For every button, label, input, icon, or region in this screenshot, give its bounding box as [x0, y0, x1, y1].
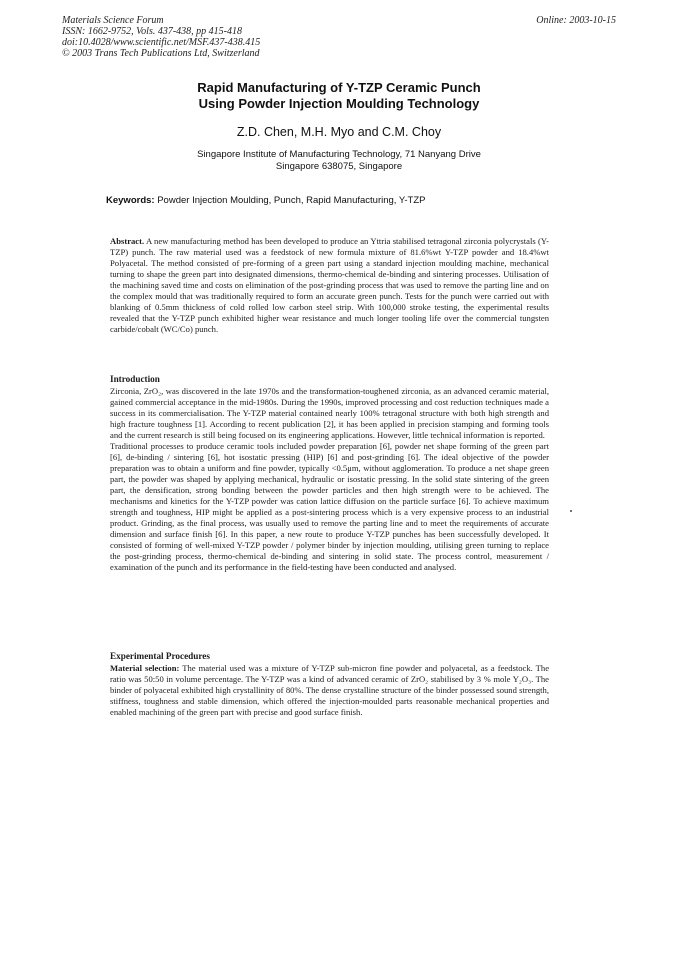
- title-line-1: Rapid Manufacturing of Y-TZP Ceramic Punch: [197, 80, 481, 95]
- affiliation: [100, 149, 578, 173]
- material-selection-label: Material selection:: [110, 663, 180, 673]
- material-selection-text: The material used was a mixture of Y-TZP sub-micron fine powder and polyacetal, as a feedstock. The ratio was 50:50 in volume percentage. The Y-TZP was a kind of advanced ceramic of ZrO₂ stabilised by 3 % mole Y₂O₃. The binder of polyacetal exhibited high crystallinity of 80%. The dense crystalline structure of the binder possessed sound strength, stiffness, toughness and stable dimension, which offered the injection-moulded parts reasonable mechanical properties and enabled machining of the green part with precise and good surface finish.: [110, 663, 550, 717]
- experimental-heading: Experimental Procedures: [110, 651, 210, 661]
- doi-line: doi:10.4028/www.scientific.net/MSF.437-438.415: [62, 37, 261, 48]
- authors: Z.D. Chen, M.H. Myo and C.M. Choy: [236, 125, 442, 139]
- scan-speck: [570, 510, 572, 512]
- intro-paragraph-1: Zirconia, ZrO₂, was discovered in the late 1970s and the transformation-toughened zirconia, as an advanced ceramic material, gained commercial acceptance in the mid-1980s. During the 1990s, improved processing and cost reduction techniques made a success in its commercialisation. The Y-TZP material contained nearly 100% tetragonal structure with both high strength and high fracture toughness [1]. According to recent publication [2], it has been applied in precision stamping and forming tools and the current research is still being focused on its engineering applications. However, little technical information is reported.: [110, 386, 549, 440]
- online-date: Online: 2003-10-15: [536, 15, 616, 26]
- keywords-text: Powder Injection Moulding, Punch, Rapid Manufacturing, Y-TZP: [157, 195, 426, 206]
- journal-name: Materials Science Forum: [62, 15, 164, 26]
- journal-header: [62, 15, 260, 59]
- keywords: [106, 195, 576, 207]
- abstract: [110, 236, 549, 335]
- introduction-section: [110, 374, 549, 573]
- affiliation-line-1: Singapore Institute of Manufacturing Technology, 71 Nanyang Drive: [197, 149, 481, 160]
- copyright-line: © 2003 Trans Tech Publications Ltd, Switzerland: [62, 48, 260, 59]
- experimental-section: [110, 651, 549, 718]
- keywords-label: Keywords:: [106, 195, 155, 206]
- issn-line: ISSN: 1662-9752, Vols. 437-438, pp 415-418: [62, 26, 242, 37]
- intro-paragraph-2: Traditional processes to produce ceramic tools included powder preparation [6], powder net shape forming of the green part [6], de-binding / sintering [6], hot isostatic pressing (HIP) [6] and post-grinding [6]. The ideal objective of the powder preparation was to obtain a uniform and fine powder, typically <0.5μm, without agglomeration. To produce a net shape green part, the powder was shaped by applying mechanical, hydraulic or isostatic pressing. In the solid state sintering of the green part, the densification, strong bonding between the powder particles and then high strength were to be achieved. The mechanisms and kinetics for the Y-TZP powder was cation lattice diffusion on the particle surface [6]. To achieve maximum strength and toughness, HIP might be applied as a post-sintering process which is a very expensive process to an industrial product. Grinding, as the final process, was usually used to remove the parting line and to meet the requirements of accurate dimension and surface finish [6]. In this paper, a new route to produce Y-TZP punches has been successfully developed. It consisted of forming of well-mixed Y-TZP powder / polymer binder by injection moulding, utilising green turning to replace the post-grinding process, thermo-chemical de-binding and sintering in solid state. The process control, measurement / examination of the punch and its performance in the field-testing have been conducted and analysed.: [110, 441, 549, 572]
- introduction-heading: Introduction: [110, 374, 160, 384]
- paper-title: [100, 80, 578, 112]
- abstract-label: Abstract.: [110, 236, 145, 246]
- affiliation-line-2: Singapore 638075, Singapore: [275, 161, 403, 172]
- title-line-2: Using Powder Injection Moulding Technology: [198, 96, 480, 111]
- abstract-text: A new manufacturing method has been developed to produce an Yttria stabilised tetragonal zirconia polycrystals (Y-TZP) punch. The raw material used was a feedstock of new formula mixture of 81.6%wt Y-TZP powder and 18.4%wt Polyacetal. The method consisted of pre-forming of a green part using a standard injection moulding machine, mechanical turning to shape the green part into designated dimensions, thermo-chemical de-binding and sintering processes. Utilisation of the machining saved time and costs on elimination of the post-grinding process that was used to remove the parting line and on the complex mould that was traditionally required to form an accurate green punch. Tests for the punch were carried out with blanking of 0.5mm thickness of cold rolled low carbon steel strip. With 100,000 stroke testing, the experimental results revealed that the Y-TZP punch exhibited higher wear resistance and much longer tooling life over the commercial tungsten carbide/cobalt (WC/Co) punch.: [110, 236, 549, 334]
